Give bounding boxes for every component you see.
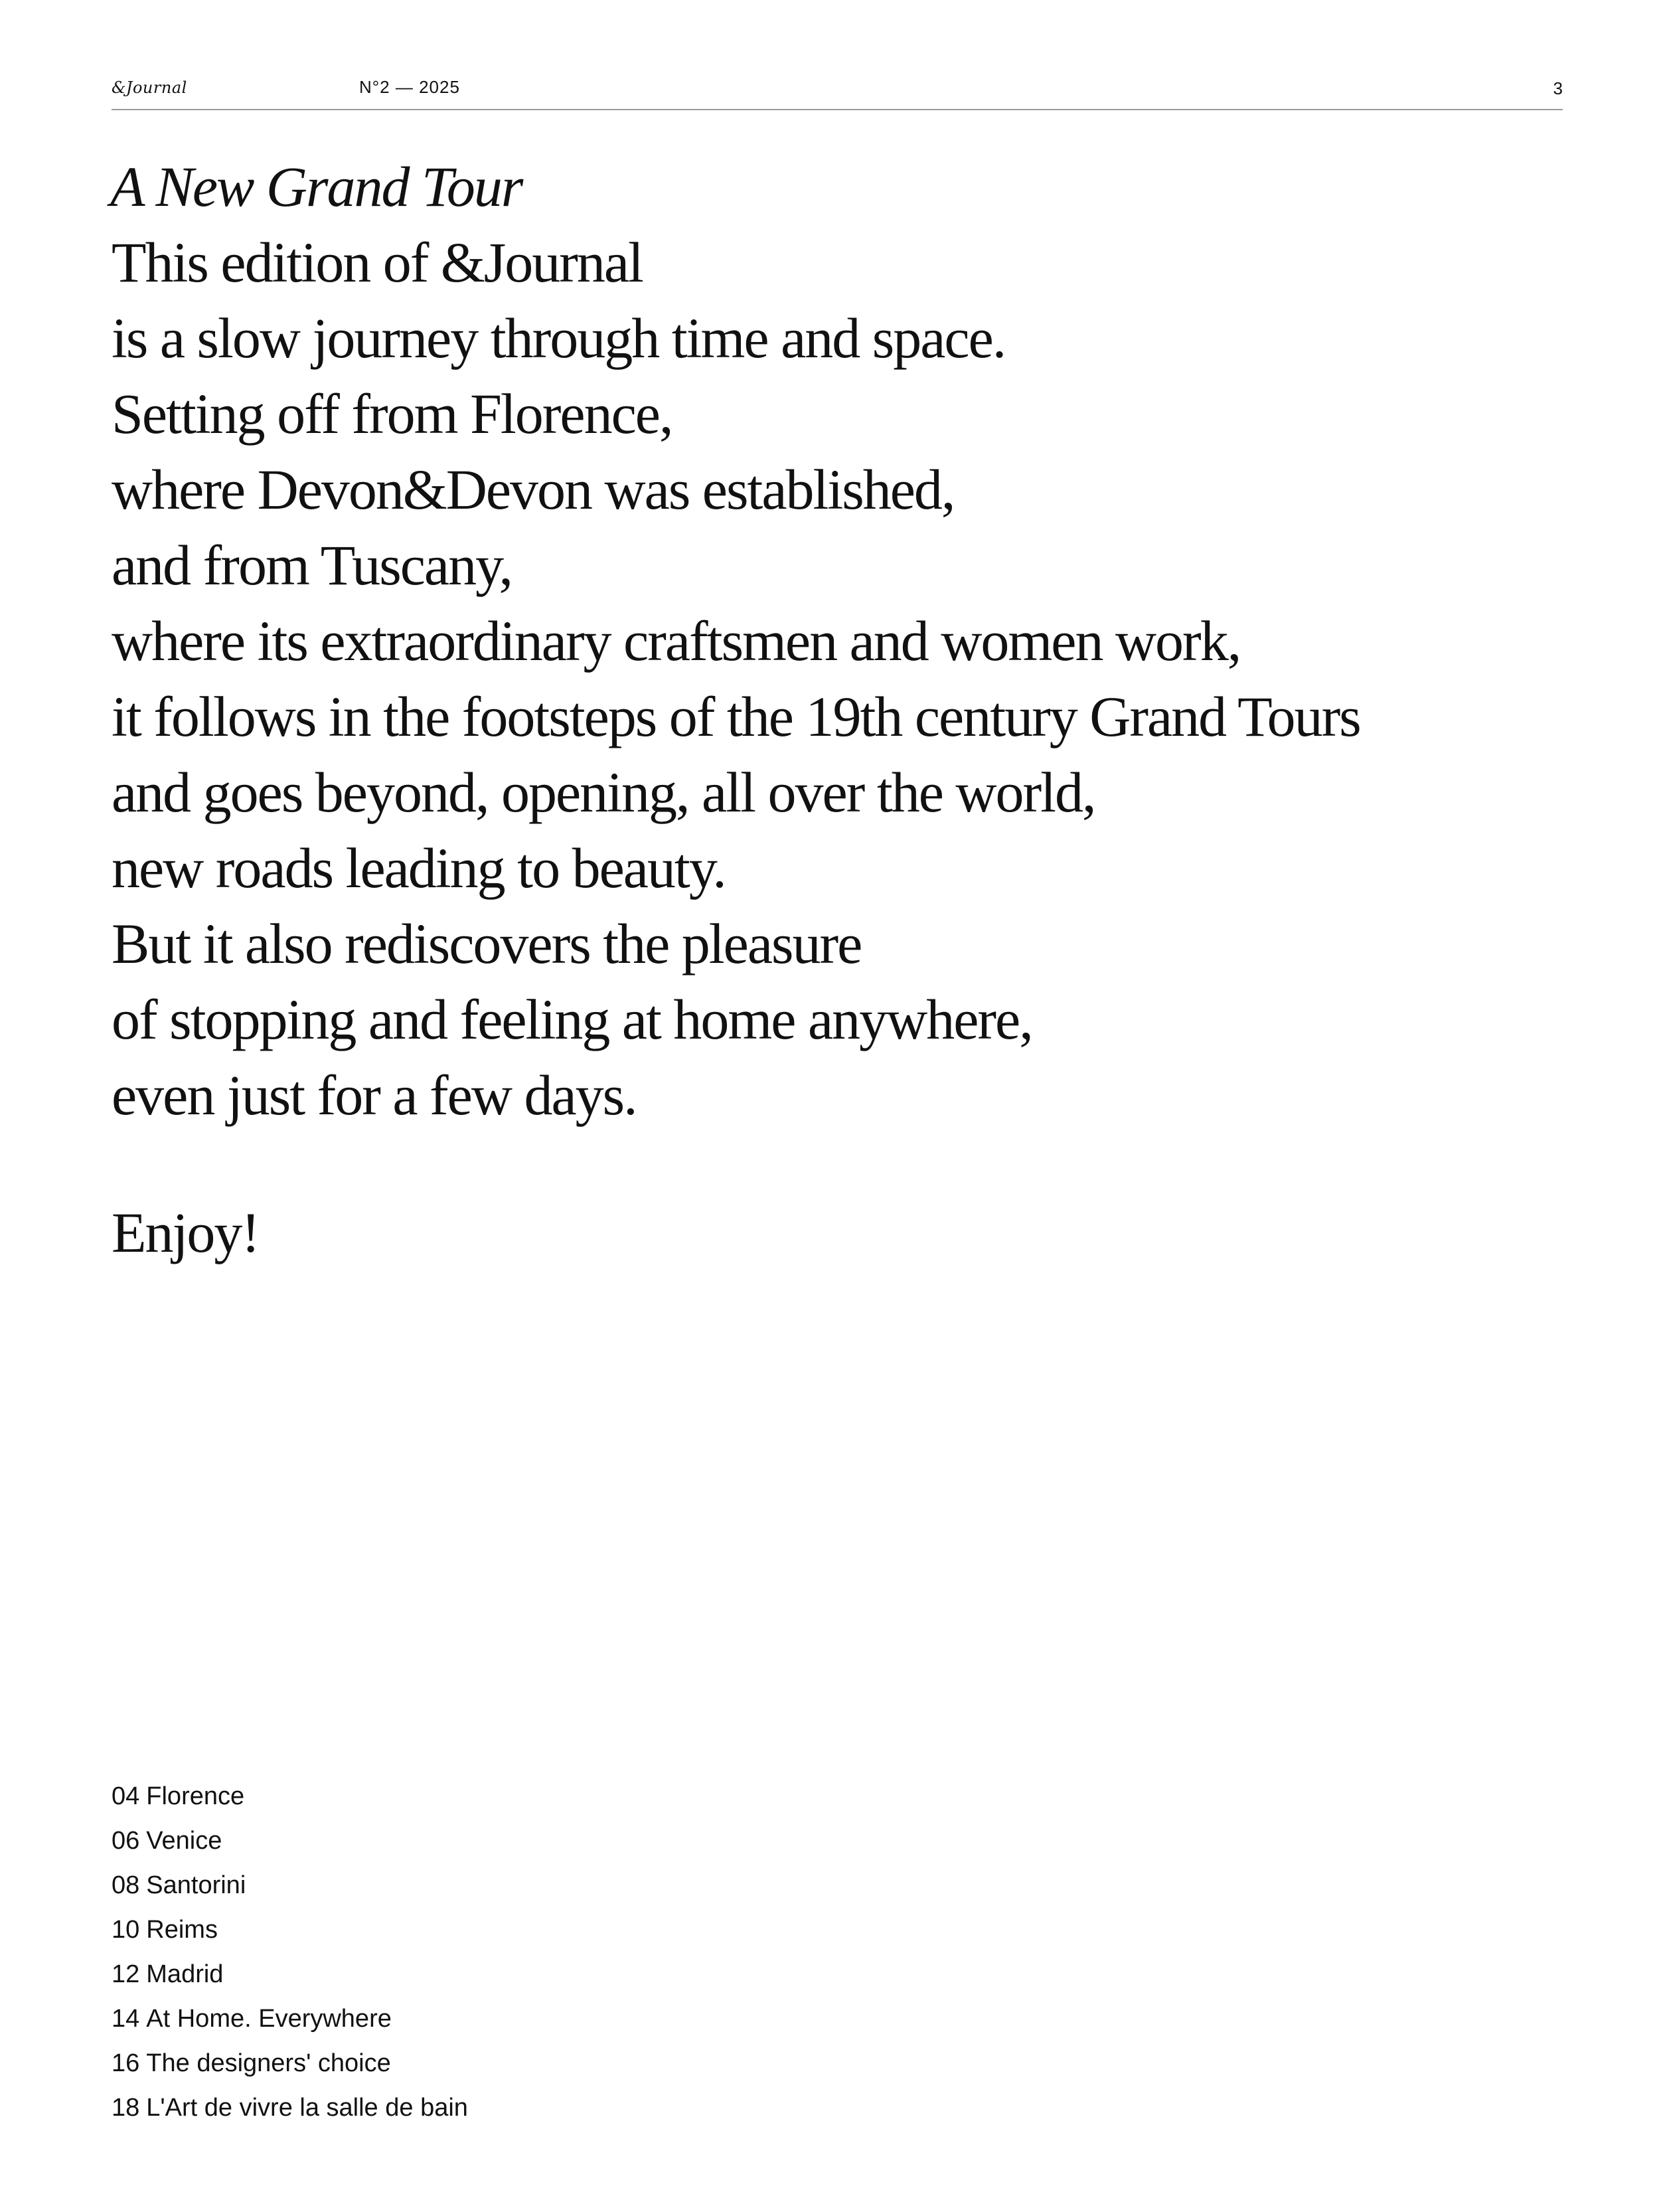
contents-title: L'Art de vivre la salle de bain: [146, 2094, 468, 2122]
issue-number: N°2 — 2025: [359, 77, 460, 97]
editorial-line: even just for a few days.: [112, 1063, 637, 1127]
journal-brand: &Journal: [112, 78, 187, 97]
editorial-line: where Devon&Devon was established,: [112, 458, 955, 521]
editorial-line: and from Tuscany,: [112, 533, 513, 597]
contents-item[interactable]: [112, 1774, 468, 1819]
contents-item[interactable]: [112, 1997, 468, 2041]
contents-page-number: 06: [112, 1827, 140, 1855]
contents-page-number: 12: [112, 1960, 140, 1988]
editorial-line: But it also rediscovers the pleasure: [112, 912, 862, 976]
editorial-text: [112, 224, 1360, 1133]
editorial-line: and goes beyond, opening, all over the world,: [112, 760, 1095, 824]
page-title: A New Grand Tour: [110, 155, 522, 218]
contents-page-number: 14: [112, 2005, 140, 2033]
contents-item[interactable]: [112, 1908, 468, 1952]
closing-line: Enjoy!: [112, 1201, 260, 1264]
contents-title: At Home. Everywhere: [146, 2005, 392, 2033]
editorial-line: is a slow journey through time and space.: [112, 306, 1006, 370]
contents-page-number: 10: [112, 1916, 140, 1944]
contents-title: Santorini: [146, 1871, 246, 1899]
contents-title: Madrid: [146, 1960, 224, 1988]
table-of-contents: [112, 1774, 468, 2130]
editorial-line: it follows in the footsteps of the 19th century Grand Tours: [112, 685, 1360, 748]
contents-page-number: 18: [112, 2094, 140, 2122]
contents-item[interactable]: [112, 1819, 468, 1863]
contents-page-number: 16: [112, 2049, 140, 2077]
editorial-line: new roads leading to beauty.: [112, 836, 726, 900]
running-header: [112, 74, 1563, 110]
contents-title: Venice: [146, 1827, 222, 1855]
contents-title: Florence: [146, 1782, 245, 1810]
contents-title: Reims: [146, 1916, 218, 1944]
contents-item[interactable]: [112, 1952, 468, 1997]
contents-item[interactable]: [112, 2041, 468, 2086]
editorial-line: of stopping and feeling at home anywhere,: [112, 987, 1032, 1051]
contents-page-number: 08: [112, 1871, 140, 1899]
contents-item[interactable]: [112, 2086, 468, 2130]
contents-title: The designers' choice: [146, 2049, 391, 2077]
editorial-line: where its extraordinary craftsmen and women work,: [112, 609, 1241, 673]
contents-page-number: 04: [112, 1782, 140, 1810]
editorial-line: This edition of &Journal: [112, 230, 643, 294]
contents-item[interactable]: [112, 1863, 468, 1908]
page-number: 3: [1553, 78, 1563, 98]
editorial-line: Setting off from Florence,: [112, 382, 672, 446]
